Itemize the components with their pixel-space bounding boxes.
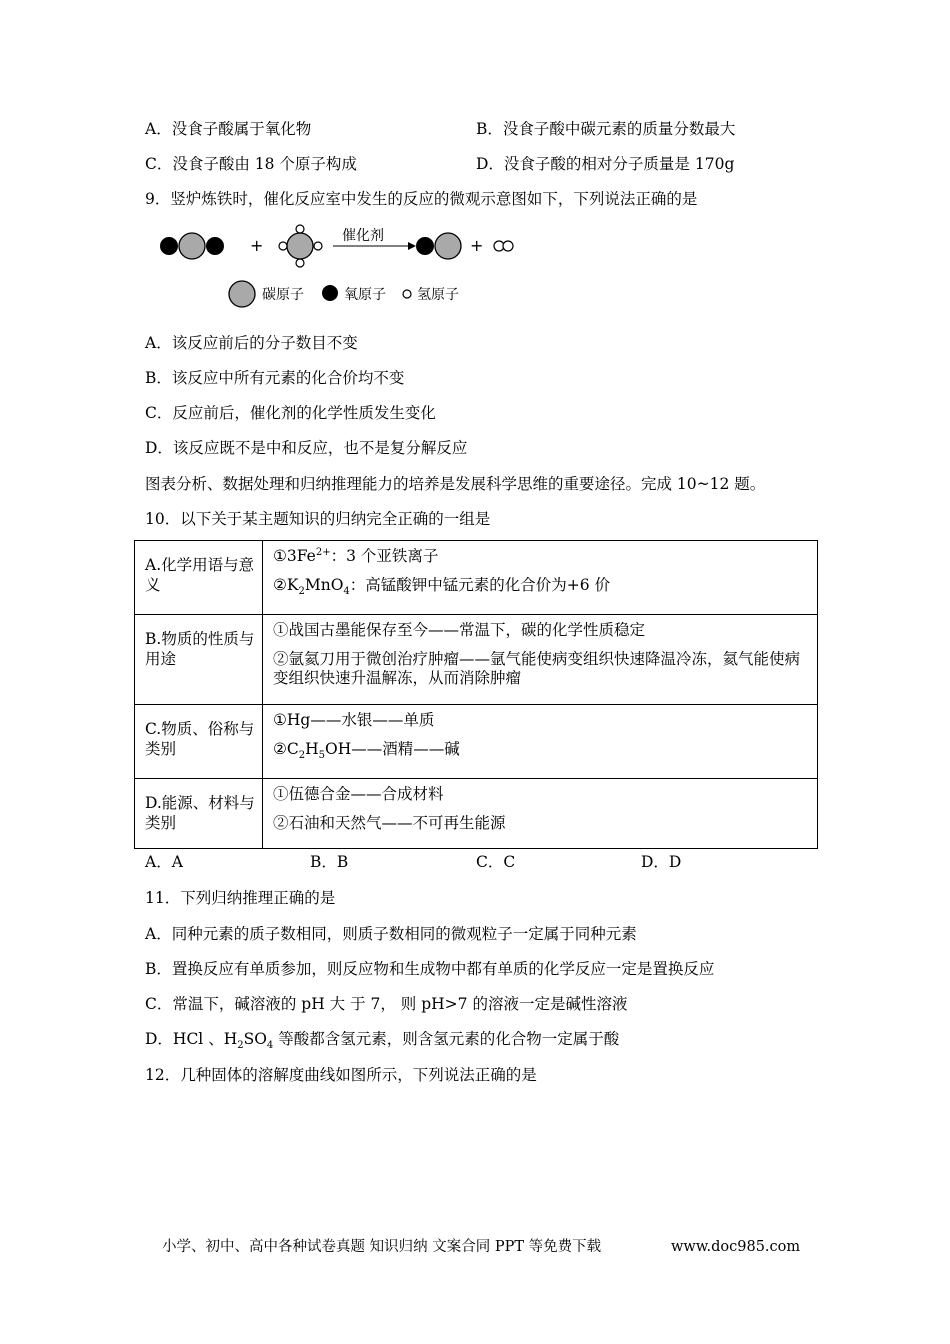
q10-option-a: A．A [145,853,183,871]
row-a-line-2: $②K_2MnO_4$：高锰酸钾中锰元素的化合价为+6 价 [273,576,611,598]
row-d-line-2: ②石油和天然气——不可再生能源 [273,814,506,832]
row-d-line-1: ①伍德合金——合成材料 [273,785,444,803]
catalyst-label: 催化剂 [342,228,384,244]
legend [229,281,459,307]
section-intro: 图表分析、数据处理和归纳推理能力的培养是发展科学思维的重要途径。完成 10~12 题。 [145,475,766,493]
row-c-label: C.物质、俗称与类别 [135,705,263,779]
q9-stem: 9．竖炉炼铁时，催化反应室中发生的反应的微观示意图如下，下列说法正确的是 [145,190,698,208]
plus-sign-2: + [470,236,484,255]
q11-option-a: A．同种元素的质子数相同，则质子数相同的微观粒子一定属于同种元素 [145,925,637,943]
reactant-ch4-molecule [279,225,322,267]
q8-option-c: C．没食子酸由 18 个原子构成 [145,155,357,173]
q12-stem: 12．几种固体的溶解度曲线如图所示，下列说法正确的是 [145,1066,537,1084]
row-b-line-1: ①战国古墨能保存至今——常温下，碳的化学性质稳定 [273,621,646,639]
table-row [135,615,818,705]
q11-option-b: B．置换反应有单质参加，则反应物和生成物中都有单质的化学反应一定是置换反应 [145,960,715,978]
q10-option-d: D．D [641,853,682,871]
footer-url[interactable]: www.doc985.com [671,1239,801,1255]
row-b-label: B.物质的性质与用途 [135,615,263,705]
q9-option-c: C．反应前后，催化剂的化学性质发生变化 [145,404,436,422]
q11-stem: 11．下列归纳推理正确的是 [145,889,336,907]
q8-option-a: A．没食子酸属于氧化物 [145,120,312,138]
reaction-diagram [150,218,550,318]
knowledge-table [134,540,818,849]
q9-option-b: B．该反应中所有元素的化合价均不变 [145,369,405,387]
reactant-co-molecule [160,233,224,259]
row-c-line-2: $②C_2H_5OH——$酒精——碱 [273,740,460,762]
q8-option-d: D．没食子酸的相对分子质量是 170g [476,155,735,173]
q10-option-b: B．B [310,853,349,871]
product-h2-molecule [494,241,513,251]
q10-stem: 10．以下关于某主题知识的归纳完全正确的一组是 [145,510,491,528]
legend-hydrogen: 氢原子 [417,287,459,303]
product-co-molecule [416,233,461,259]
footer-text: 小学、初中、高中各种试卷真题 知识归纳 文案合同 PPT 等免费下载 [162,1239,602,1255]
q9-option-d: D．该反应既不是中和反应，也不是复分解反应 [145,439,468,457]
plus-sign-1: + [250,236,264,255]
q10-option-c: C．C [476,853,516,871]
q11-option-c: C．常温下，碱溶液的 pH 大 于 7， 则 pH>7 的溶液一定是碱性溶液 [145,995,628,1013]
table-row [135,541,818,615]
carbon-legend-icon [229,281,255,307]
row-a-line-1: $①3Fe^{2+}$：3 个亚铁离子 [273,546,439,565]
row-d-label: D.能源、材料与类别 [135,779,263,849]
oxygen-legend-icon [322,285,338,301]
table-row [135,705,818,779]
legend-carbon: 碳原子 [262,287,304,303]
row-a-label: A.化学用语与意义 [135,541,263,615]
hydrogen-legend-icon [403,290,411,298]
row-b-line-2: ②氩氦刀用于微创治疗肿瘤——氩气能使病变组织快速降温冷冻，氦气能使病变组织快速升温解冻，从而消除肿瘤 [273,650,801,687]
row-c-line-1: ①Hg——水银——单质 [273,711,435,729]
q8-option-b: B．没食子酸中碳元素的质量分数最大 [476,120,736,138]
q11-option-d: D．HCl 、$H_2SO_4$ 等酸都含氢元素，则含氢元素的化合物一定属于酸 [145,1030,620,1052]
legend-oxygen: 氧原子 [344,287,386,303]
q9-option-a: A．该反应前后的分子数目不变 [145,334,358,352]
table-row [135,779,818,849]
reaction-diagram-svg [150,218,550,318]
